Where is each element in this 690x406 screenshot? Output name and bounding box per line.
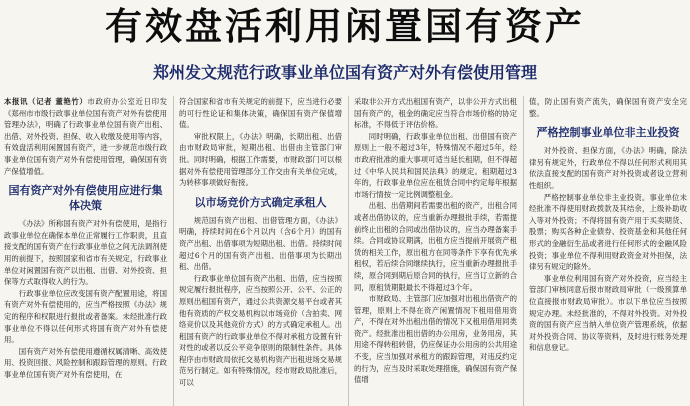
paragraph: 对外投资、担保方面，《办法》明确，除法律另有规定外，行政单位不得以任何形式利用其依法直接支配的国有资产对外投资或者设立营利性组织。: [529, 146, 687, 190]
paragraph: 值，防止国有资产流失，确保国有资产安全完整。: [529, 97, 687, 118]
paragraph: 《办法》所称国有资产对外有偿使用，是指行政事业单位在确保本单位正常履行工作职责，且直接支配的国有资产在行政事业单位之间无法调剂使用的前提下，按照国家和省市有关规定，行政事业单位对闲置国有资产以出租、出借、对外投资、担保等方式取得收入的行为。: [4, 219, 167, 287]
paragraph: 采取非公开方式出租国有资产，以非公开方式出租国有资产的，租金的确定应当符合市场价格的协定标准，不得低于评估价格。: [354, 97, 517, 130]
paragraph: 同时明确，行政事业单位出租、出借国有资产原则上一般不超过3年，特殊情况不超过5年，经市政府批准的重大事项可适当延长租期，但不得超过《中华人民共和国民法典》的规定。租期超过3年的，行政事业单位应在租赁合同中约定每年根据市场行情按一定比例调整租金。: [354, 131, 517, 199]
paragraph: 审批权限上，《办法》明确，长期出租、出借由市财政局审批，短期出租、出借由主管部门审批。同时明确，根据工作需要，市财政部门可以根据对外有偿使用管理部分工作交由有关单位完成，为转移事项做好衔接。: [179, 131, 342, 188]
column-divider: [173, 96, 174, 406]
column-4: [529, 96, 687, 406]
column-2: [179, 96, 342, 406]
paragraph: 行政事业单位应改变国有资产配置用途，将国有资产对外有偿使用的，应当严格按照《办法》规定的程序和权限进行报批或者备案。未经批准行政事业单位不得以任何形式将国有资产对外有偿使用。: [4, 288, 167, 345]
section-heading-2: 以市场竞价方式确定承租人: [194, 195, 327, 209]
column-1: [4, 96, 167, 406]
paragraph: 严格控制事业单位非主业投资。事业单位未经批准不得使用财政拨款及其结余，上级补助收入等对外投资；不得将国有资产用于买卖期货、股票；购买各种企业债券、投资基金和其他任何形式的金融衍生品或者进行任何形式的金融风险投资；事业单位不得利用财政资金对外担保，法律另有规定的除外。: [529, 192, 687, 272]
headline: 有效盘活利用闲置国有资产: [105, 5, 585, 48]
lead-paragraph: [4, 96, 167, 177]
paragraph: 行政事业单位国有资产出租、出借，应当按照规定履行报批程序，应当按照公开、公平、公正的原则出租国有资产，通过公共资源交易平台或者其他有资质的产权交易机构以市场竞价（含拍卖、网络竞价以及其他竞价方式）的方式确定承租人。出租国有资产的行政事业单位不得对承租方设置有针对性的或者以反公平竞争原则的限制性条件。具体程序由市财政局依托交易机构资产出租进场交易规范另行制定。如有特殊情况，经市财政局批准后，可以: [179, 273, 342, 388]
paragraph: 符合国家和省市有关规定的前提下，应当进行必要的可行性论证和集体决策，确保国有资产保值增值。: [179, 97, 342, 130]
reporter-byline: 本报讯（记者 董艳竹）: [4, 97, 88, 106]
article-body: [4, 96, 688, 406]
column-divider: [348, 96, 349, 406]
section-heading-1: 国有资产对外有偿使用应进行集体决策: [8, 184, 163, 213]
subheadline: 郑州发文规范行政事业单位国有资产对外有偿使用管理: [152, 63, 537, 82]
paragraph: 出租、出借期间若需要出租的资产，出租合同或者出借协议的，应当重新办理报批手续，若需提前终止出租的合同或出借协议的，应当办理备案手续。合同或协议期满，出租方应当提前开展资产租赁的相关工作，原出租方在同等条件下享有优先承租权，若后续合同继续执行，应当重新办理报批手续，原合同到期后原合同的执行，应当订立新的合同，原租赁期限最长不得超过3个年。: [354, 201, 517, 292]
lead-text: 市政府办公室近日印发《郑州市市级行政事业单位国有资产对外有偿使用管理办法》，明确了行政事业单位国有资产出租、出借、对外投资、担保、收入收缴及使用等内容，有效盘活利用闲置国有资产，进一步规范市级行政事业单位国有资产对外有偿使用管理，确保国有资产保值增值。: [4, 97, 167, 176]
section-heading-3: 严格控制事业单位非主业投资: [536, 126, 680, 140]
column-3: [354, 96, 517, 406]
paragraph: 规范国有资产出租、出借管理方面，《办法》明确，持续时间在6个月以内（含6个月）的国有资产出租、出借事项为短期出租、出借。持续时间超过6个月的国有资产出租、出借事项为长期出租、出借。: [179, 215, 342, 272]
paragraph: 事业单位利用国有资产对外投资，应当经主管部门审核同意后报市财政局审批（一级预算单位直接报市财政局审批）。市以下单位应当按照规定办理。未经批准的，不得对外投资。对外投资的国有资产应当纳入单位资产管理系统，依据对外投资合同、协议等资料，及时进行账务处理和信息登记。: [529, 273, 687, 353]
paragraph: 市财政局、主管部门应加强对出租出借资产的管理，原则上不得在资产闲置情况下租用借用资产，不得在对外出租出借的情况下又租用借用同类资产。经批准出租出借的办公用房，业务用房，其用途不得转租转借，仍应保证办公用房的公共用途不变，应当加强对承租方的跟踪管理，对违反约定的行为，应当及时采取处理措施，确保国有资产保值增: [354, 294, 517, 385]
column-divider: [523, 96, 524, 406]
paragraph: 国有资产对外有偿使用遵循权属清晰、高效使用、投资回报、风险控制和跟踪管理的原则。行政事业单位国有资产对外有偿使用，在: [4, 346, 167, 379]
